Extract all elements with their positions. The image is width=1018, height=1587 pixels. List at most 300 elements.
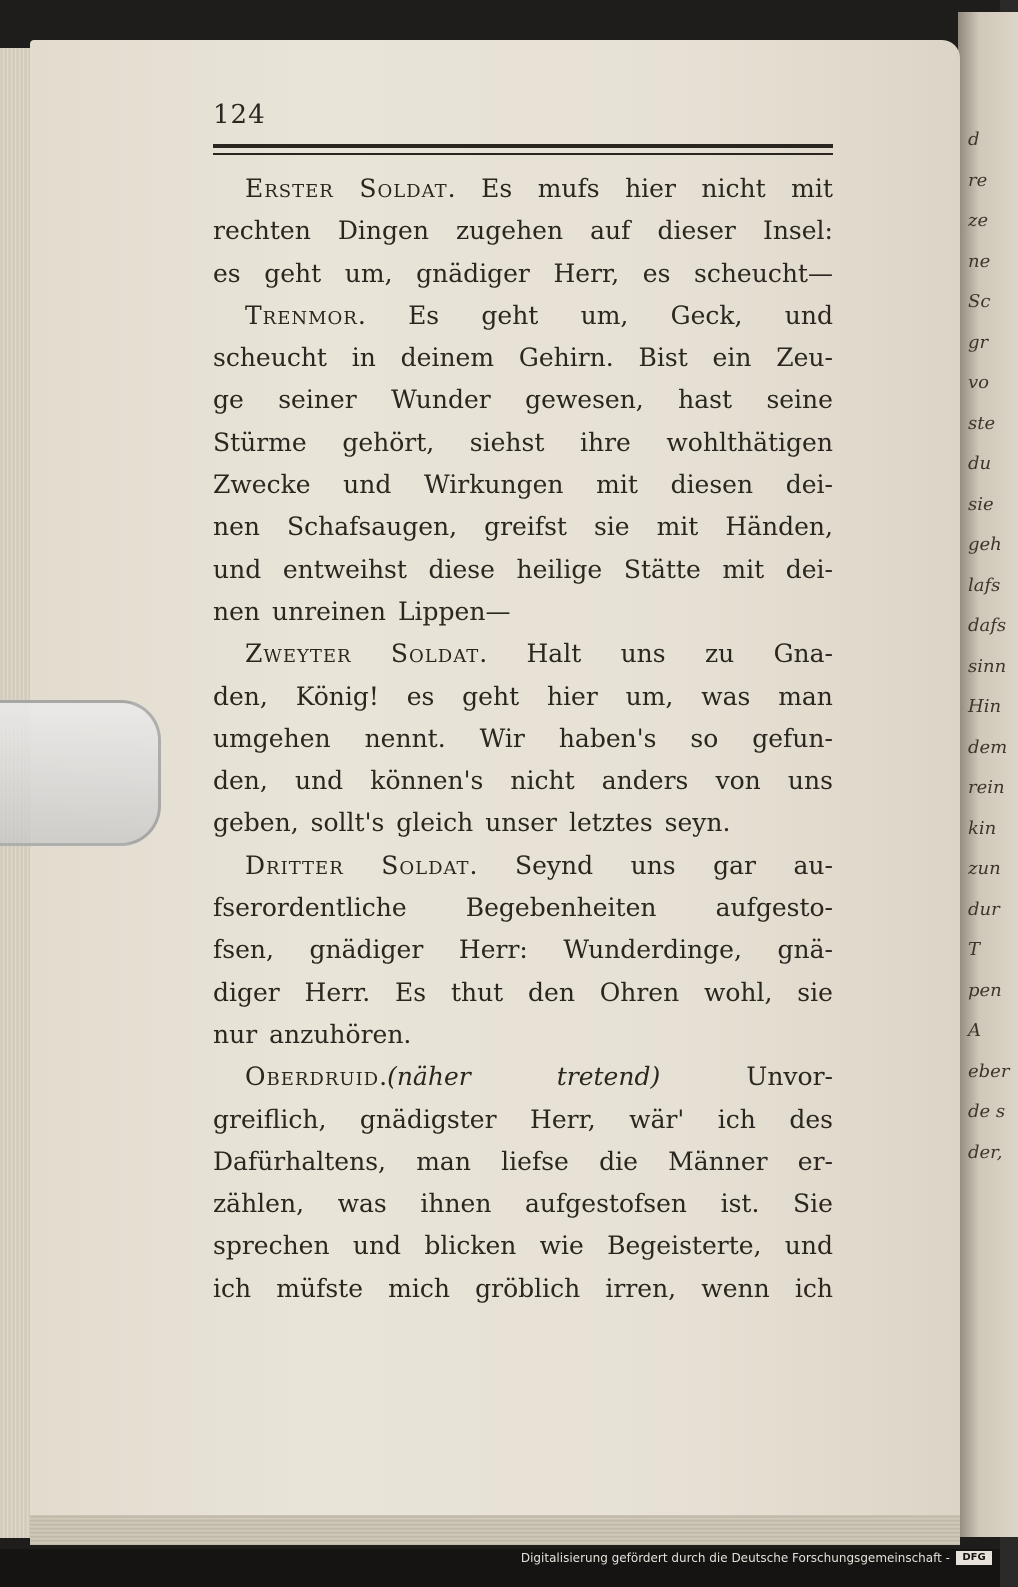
word [722, 549, 764, 591]
word-part: uns [630, 850, 676, 880]
word-part: gefun- [752, 723, 833, 753]
word-part: siehst [469, 427, 545, 457]
word-part: Wir [479, 723, 525, 753]
word-part: unser [485, 808, 557, 838]
text-line [213, 1225, 833, 1267]
speaker-name: Soldat [390, 639, 480, 669]
next-page-fragment: ze [968, 210, 989, 231]
word-part: so [690, 723, 719, 753]
word [626, 676, 674, 718]
word-part: nicht [510, 766, 575, 796]
word [396, 802, 473, 844]
word [786, 464, 833, 506]
word [213, 676, 268, 718]
word [407, 676, 435, 718]
word-part: Herr: [458, 935, 528, 965]
word [213, 1268, 251, 1310]
word-part: gnä- [777, 935, 833, 965]
word [480, 718, 525, 760]
word-part: Händen, [725, 512, 833, 542]
word-part: es [213, 258, 241, 288]
word [360, 1099, 497, 1141]
word-part: ihre [579, 427, 631, 457]
word-part: und [784, 300, 833, 330]
word [704, 972, 773, 1014]
word [213, 253, 241, 295]
text-line [213, 379, 833, 421]
word-part: diese [428, 554, 495, 584]
word-part: gröblich [475, 1273, 581, 1303]
word [213, 887, 407, 929]
word [381, 845, 477, 887]
word-part: gnädigster [359, 1104, 497, 1134]
word-part: in [351, 343, 376, 373]
word [553, 253, 619, 295]
page-holder-clip [0, 700, 161, 846]
text-line [213, 1014, 833, 1056]
word [365, 718, 446, 760]
word-part: die [599, 1146, 638, 1176]
word-part: dei- [785, 554, 833, 584]
word [213, 718, 331, 760]
word [791, 168, 833, 210]
page-number: 124 [213, 100, 266, 130]
word [305, 972, 371, 1014]
word-part: mufs [537, 174, 600, 203]
word-part: sprechen [213, 1231, 330, 1261]
word [475, 1268, 580, 1310]
word-part: König! [295, 681, 379, 711]
word-part: nicht [701, 174, 766, 203]
word-part: deinem [400, 343, 495, 373]
word-part: heilige [516, 554, 603, 584]
word-part: nennt. [364, 723, 446, 753]
next-page-fragment: A [968, 1020, 981, 1041]
word [530, 1099, 596, 1141]
word [718, 1099, 756, 1141]
word [557, 1056, 661, 1098]
word [657, 506, 699, 548]
word-part: diesen [670, 470, 754, 500]
word-part: mit [791, 174, 833, 203]
word-part: . [357, 300, 366, 330]
word-part: können's [370, 766, 484, 796]
word [283, 549, 407, 591]
word-part: Gehirn. [518, 343, 614, 373]
next-page-fragment: T [968, 939, 981, 960]
word [671, 464, 754, 506]
word [596, 464, 638, 506]
word [424, 1225, 516, 1267]
word-part: Herr. [304, 977, 371, 1007]
word [388, 1268, 450, 1310]
word [481, 295, 538, 337]
word [631, 845, 676, 887]
word-part: ge [213, 385, 244, 415]
next-page-fragment: d [968, 129, 980, 150]
word-part: des [789, 1104, 833, 1134]
word [715, 760, 760, 802]
word [605, 1268, 676, 1310]
text-line [213, 253, 833, 295]
word-part: zugehen [456, 216, 564, 246]
word-part: aufgestofsen [525, 1189, 687, 1219]
word [602, 760, 689, 802]
word-part: letztes [568, 808, 653, 838]
text-line [213, 464, 833, 506]
text-line [213, 168, 833, 210]
word [665, 802, 731, 844]
next-page-fragment: lafs [968, 574, 1001, 596]
word-part: seiner [278, 385, 357, 415]
speaker-name: Oberdruid [245, 1062, 380, 1092]
word [789, 1099, 833, 1141]
word-part: Unvor- [746, 1062, 833, 1092]
word-part: entweihst [282, 554, 407, 584]
next-page-fragment: dem [968, 736, 1008, 758]
word-part: Bist [638, 343, 688, 373]
word-part: Halt [526, 639, 582, 669]
word [398, 591, 511, 633]
next-page-fragment: ste [968, 412, 996, 434]
word-part: hier [625, 174, 676, 203]
word [353, 1225, 401, 1267]
word [721, 1183, 760, 1225]
word-part: nen [213, 596, 260, 626]
word-part: mit [656, 512, 699, 542]
word [456, 210, 563, 252]
word [785, 295, 833, 337]
word-part: und [294, 766, 344, 796]
word [213, 549, 261, 591]
word [213, 1141, 386, 1183]
next-page-fragment: geh [968, 534, 1002, 555]
word [395, 972, 426, 1014]
word [401, 337, 494, 379]
word-part: es [642, 258, 671, 288]
word [713, 845, 756, 887]
word [785, 1225, 833, 1267]
word [658, 210, 736, 252]
word [786, 549, 833, 591]
word-part: . [379, 1062, 388, 1092]
word-part: Geck, [670, 300, 743, 330]
text-line [213, 929, 833, 971]
word [310, 929, 424, 971]
word-part: auf [590, 216, 631, 246]
word-part: hier [546, 681, 598, 711]
speaker-name: Trenmor [245, 300, 358, 330]
word [517, 549, 603, 591]
word-part: und [213, 554, 262, 584]
word [269, 1014, 411, 1056]
word-part: Insel: [762, 216, 833, 246]
text-line [213, 887, 833, 929]
word-part: geht [462, 681, 520, 711]
word [678, 379, 732, 421]
word-part: sie [593, 512, 630, 542]
header-rule [213, 144, 833, 148]
word [525, 379, 644, 421]
text-line [213, 422, 833, 464]
word [701, 1268, 769, 1310]
dfg-logo: DFG [956, 1551, 992, 1565]
word-part: Ohren [599, 977, 680, 1007]
word [607, 1225, 761, 1267]
word-part: was [337, 1189, 387, 1219]
word-part: geht [264, 258, 322, 288]
word [594, 506, 630, 548]
word [725, 506, 833, 548]
word-part: gnädiger [309, 935, 424, 965]
word-part: ein [712, 343, 752, 373]
next-page-fragment: re [968, 169, 988, 191]
word-part: fserordentliche [213, 893, 407, 923]
word-part: Wirkungen [424, 470, 564, 500]
next-page-fragment: de s [968, 1101, 1006, 1122]
word-part: Wunderdinge, [563, 935, 742, 965]
text-line [213, 549, 833, 591]
word [213, 379, 244, 421]
speaker-name: Soldat [381, 850, 470, 880]
word-part: Lippen— [397, 596, 511, 626]
word-part: Herr, [530, 1104, 596, 1134]
word [777, 929, 832, 971]
page-bottom-edge [30, 1515, 960, 1545]
word [774, 633, 833, 675]
word-part: und [343, 470, 392, 500]
next-page-fragment: vo [968, 372, 990, 393]
word [599, 1141, 638, 1183]
word-part: Gna- [773, 639, 833, 669]
word-part: Wunder [391, 385, 491, 415]
word [778, 676, 833, 718]
footer-credit: Digitalisierung gefördert durch die Deutsche Forschungsgemeinschaft - [520, 1551, 950, 1565]
word-part: ich [213, 1273, 252, 1303]
word-part: uns [620, 639, 666, 669]
word-part: gar [713, 850, 756, 880]
word [213, 1099, 326, 1141]
word-part: und [352, 1231, 402, 1261]
text-line [213, 210, 833, 252]
text-line [213, 1268, 833, 1310]
word-part: Männer [668, 1146, 768, 1176]
word-part: geht [481, 300, 539, 330]
word [701, 676, 750, 718]
word-part: mit [722, 554, 765, 584]
word [272, 591, 386, 633]
word [213, 464, 311, 506]
word [525, 1183, 687, 1225]
word [590, 210, 630, 252]
stage-direction: (näher [387, 1062, 471, 1092]
word-part: umgehen [213, 723, 331, 753]
word [527, 633, 582, 675]
word [600, 972, 679, 1014]
text-line [213, 1056, 833, 1098]
word-part: mich [388, 1273, 450, 1303]
word-part: . [447, 174, 456, 203]
word-part: hast [678, 385, 733, 415]
word [639, 337, 688, 379]
word-part: ich [794, 1273, 833, 1303]
word-part: man [778, 681, 833, 711]
next-page-fragment: Sc [968, 291, 991, 312]
speaker-name: Dritter [245, 850, 344, 880]
word [295, 760, 343, 802]
text-line [213, 506, 833, 548]
word [563, 929, 741, 971]
word-part: zu [704, 639, 735, 669]
word-part: fsen, [213, 935, 274, 965]
word-part: Seynd [514, 850, 594, 880]
word [213, 929, 274, 971]
word [245, 1056, 471, 1098]
word-part: müfste [276, 1273, 363, 1303]
word [776, 337, 833, 379]
word-part: Begebenheiten [465, 893, 657, 923]
next-page-fragment: sinn [968, 655, 1007, 677]
word [713, 337, 752, 379]
word [213, 760, 268, 802]
next-page-fragment: kin [968, 817, 997, 839]
word [287, 506, 457, 548]
word [459, 929, 528, 971]
word-part: um, [344, 258, 393, 288]
text-line [213, 972, 833, 1014]
page-text [213, 168, 833, 1310]
header-rule-thin [213, 153, 833, 155]
word-part: gleich [396, 808, 474, 838]
word-part: irren, [605, 1273, 677, 1303]
word-part: rechten [213, 216, 311, 246]
word [528, 972, 575, 1014]
word [484, 506, 567, 548]
word [311, 802, 385, 844]
word-part: was [701, 681, 751, 711]
word-part: ist. [720, 1189, 760, 1219]
word [276, 1268, 363, 1310]
stage-direction: tretend) [556, 1062, 661, 1092]
word-part: ihnen [420, 1189, 492, 1219]
word [213, 337, 327, 379]
word [416, 1141, 471, 1183]
word [338, 210, 429, 252]
word-part: anders [601, 766, 689, 796]
word-part: er- [797, 1146, 833, 1176]
next-page-fragment: rein [968, 777, 1005, 798]
word [345, 253, 393, 295]
word [766, 379, 833, 421]
word-part: wenn [701, 1273, 770, 1303]
next-page-fragment: gr [968, 331, 989, 353]
word [569, 802, 653, 844]
text-line [213, 337, 833, 379]
text-line [213, 845, 833, 887]
word-part: gewesen, [525, 385, 644, 415]
word-part: von [715, 766, 761, 796]
word [462, 676, 519, 718]
word [559, 718, 657, 760]
word [429, 549, 495, 591]
word-part: Stürme [213, 427, 307, 457]
next-page-fragment: du [968, 453, 992, 474]
text-line [213, 633, 833, 675]
next-page-fragment: zun [968, 858, 1001, 879]
word [424, 464, 563, 506]
word [264, 253, 321, 295]
word-part: Es [481, 174, 513, 203]
word [625, 168, 676, 210]
word-part: scheucht— [694, 258, 833, 288]
word [666, 422, 833, 464]
text-line [213, 760, 833, 802]
word-part: sie [797, 977, 833, 1007]
word-part: und [784, 1231, 833, 1261]
word [343, 464, 391, 506]
word-part: nen [213, 512, 260, 542]
word [793, 1183, 833, 1225]
word [485, 802, 557, 844]
word [245, 295, 366, 337]
word [629, 1099, 684, 1141]
word [391, 633, 487, 675]
word-part: nur [213, 1019, 258, 1049]
word-part: Dafürhaltens, [213, 1146, 386, 1176]
word [342, 422, 434, 464]
word-part: den, [213, 681, 268, 711]
next-page-fragment: der, [968, 1141, 1003, 1163]
word [391, 379, 491, 421]
word-part: wie [539, 1231, 584, 1261]
word-part: Es [395, 977, 427, 1007]
word-part: aufgesto- [715, 893, 833, 923]
text-line [213, 295, 833, 337]
word-part: Zwecke [213, 470, 311, 500]
word-part: ich [717, 1104, 756, 1134]
text-line [213, 718, 833, 760]
text-line [213, 591, 833, 633]
speaker-name: Soldat [359, 174, 448, 203]
word-part: blicken [424, 1231, 517, 1261]
word [746, 1056, 833, 1098]
word [278, 379, 356, 421]
word [752, 718, 833, 760]
word [408, 295, 439, 337]
word [245, 168, 334, 210]
word-part: dieser [657, 216, 736, 246]
word [671, 295, 743, 337]
word [624, 549, 701, 591]
word [370, 760, 483, 802]
word-part: liefse [501, 1146, 569, 1176]
word [510, 760, 574, 802]
word [621, 633, 666, 675]
next-page-fragment: dur [968, 898, 1000, 920]
word [668, 1141, 767, 1183]
word-part: es [406, 681, 435, 711]
word-part: diger [213, 977, 280, 1007]
word [451, 972, 503, 1014]
word-part: greifst [484, 512, 567, 542]
word-part: man [416, 1146, 471, 1176]
word [763, 210, 833, 252]
word-part: Begeisterte, [607, 1231, 762, 1261]
word-part: mit [596, 470, 638, 500]
word [540, 1225, 584, 1267]
word [470, 422, 545, 464]
word-part: zählen, [213, 1189, 305, 1219]
